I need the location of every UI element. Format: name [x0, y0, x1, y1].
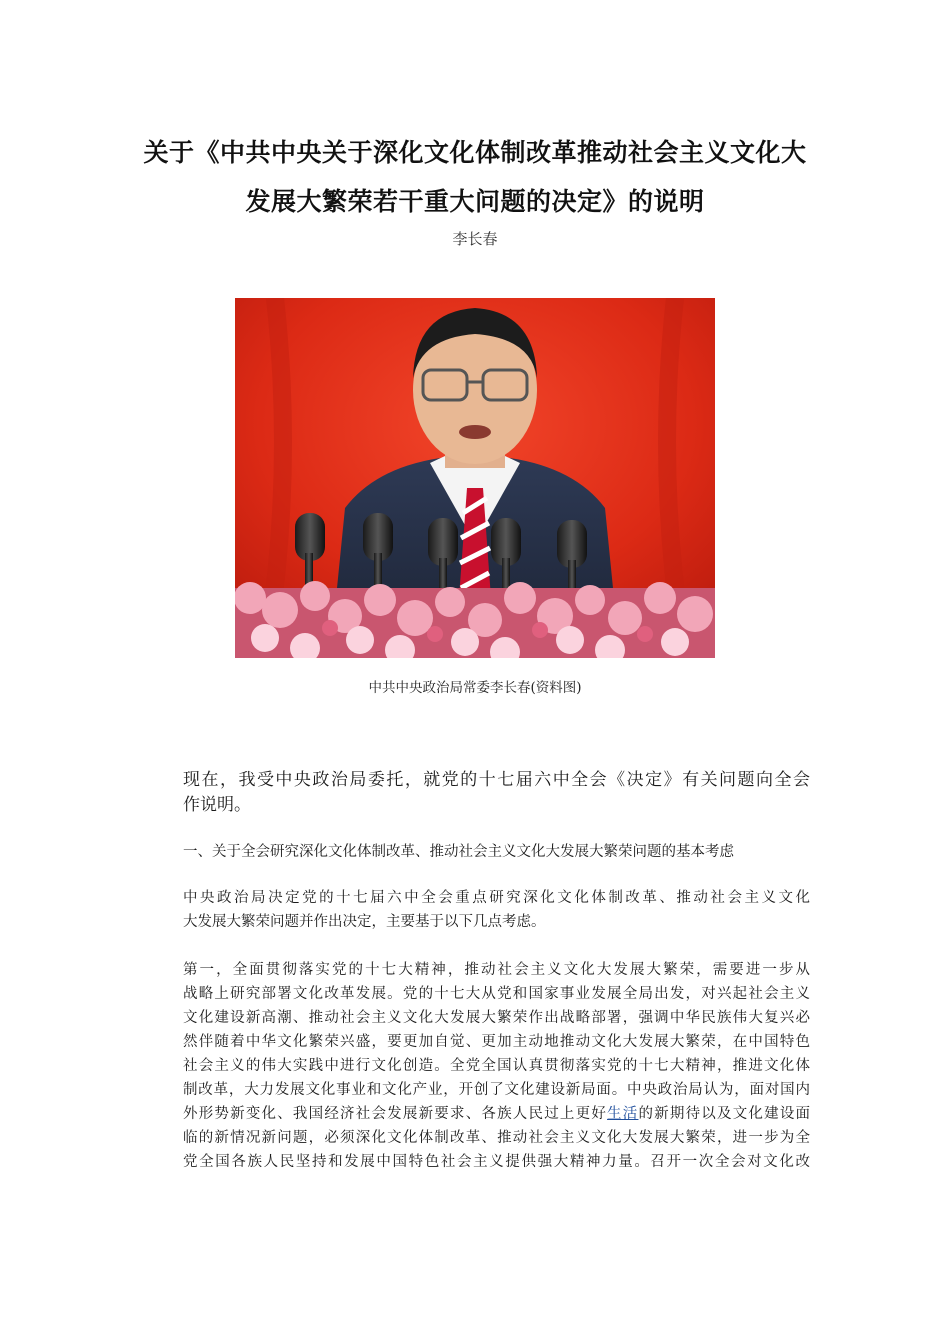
paragraph-line: 第一，全面贯彻落实党的十七大精神，推动社会主义文化大发展大繁荣，需要进一步从	[183, 962, 810, 978]
paragraph-intro	[145, 768, 810, 818]
paragraph-line: 党全国各族人民坚持和发展中国特色社会主义提供强大精神力量。召开一次全会对文化改	[183, 1154, 810, 1170]
paragraph-line-with-link	[145, 1102, 810, 1126]
paragraph-line: 作说明。	[183, 795, 251, 815]
life-link[interactable]: 生活	[607, 1106, 639, 1122]
document-title-line-2: 发展大繁荣若干重大问题的决定》的说明	[245, 187, 705, 216]
line-text: 外形势新变化、我国经济社会发展新要求、各族人民过上更好	[183, 1106, 608, 1122]
paragraph-line: 临的新情况新问题，必须深化文化体制改革、推动社会主义文化大发展大繁荣，进一步为全	[183, 1130, 810, 1146]
paragraph-line: 现在，我受中央政治局委托，就党的十七届六中全会《决定》有关问题向全会	[183, 770, 810, 790]
paragraph-considerations	[145, 886, 810, 934]
paragraph-line: 文化建设新高潮、推动社会主义文化大发展大繁荣作出战略部署，强调中华民族伟大复兴必	[183, 1010, 810, 1026]
paragraph-first-point	[145, 958, 810, 1174]
paragraph-line: 社会主义的伟大实践中进行文化创造。全党全国认真贯彻落实党的十七大精神，推进文化体	[183, 1058, 810, 1074]
document-title-line-1: 关于《中共中央关于深化文化体制改革推动社会主义文化大	[143, 138, 807, 167]
paragraph-line: 大发展大繁荣问题并作出决定，主要基于以下几点考虑。	[183, 914, 546, 930]
speaker-photo	[235, 298, 715, 658]
author-name: 李长春	[452, 230, 498, 248]
line-text: 的新期待以及文化建设面	[638, 1106, 811, 1122]
section-heading	[145, 840, 810, 864]
paragraph-line: 一、关于全会研究深化文化体制改革、推动社会主义文化大发展大繁荣问题的基本考虑	[183, 844, 734, 860]
paragraph-line: 然伴随着中华文化繁荣兴盛，要更加自觉、更加主动地推动文化大发展大繁荣，在中国特色	[183, 1034, 810, 1050]
paragraph-line: 中央政治局决定党的十七届六中全会重点研究深化文化体制改革、推动社会主义文化	[183, 890, 810, 906]
paragraph-line: 制改革，大力发展文化事业和文化产业，开创了文化建设新局面。中央政治局认为，面对国内	[183, 1082, 810, 1098]
paragraph-line: 战略上研究部署文化改革发展。党的十七大从党和国家事业发展全局出发，对兴起社会主义	[183, 986, 810, 1002]
photo-caption: 中共中央政治局常委李长春(资料图)	[368, 680, 582, 696]
